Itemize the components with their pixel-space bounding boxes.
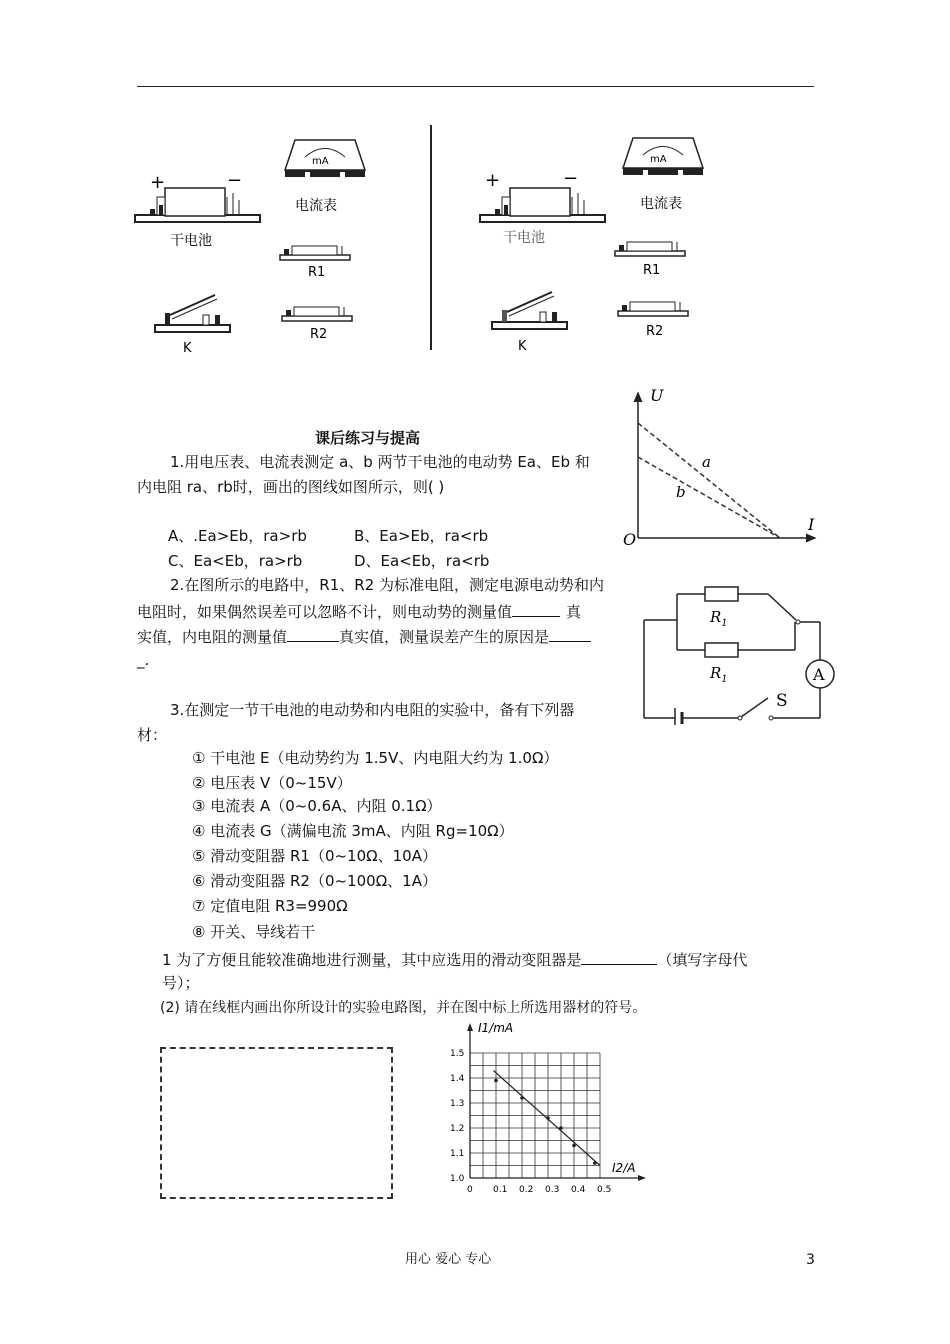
q3-sub1: 1 为了方便且能较准确地进行测量，其中应选用的滑动变阻器是 （填写字母代 xyxy=(162,948,747,970)
q3-item-6: ⑥ 滑动变阻器 R2（0~100Ω、1A） xyxy=(192,872,437,890)
switch-k-device xyxy=(155,295,230,332)
circuit-diagram-q2 xyxy=(640,580,840,725)
switch-top xyxy=(768,594,796,620)
x-tick-label: 0.3 xyxy=(545,1185,560,1195)
data-point xyxy=(546,1116,550,1120)
r1-label: R1 xyxy=(308,265,326,280)
x-tick-label: 0.4 xyxy=(571,1185,586,1195)
data-point xyxy=(494,1079,498,1083)
svg-text:A: A xyxy=(813,665,825,684)
q2-line1: 2.在图所示的电路中，R1、R2 为标准电阻，测定电源电动势和内 xyxy=(170,576,605,594)
q1-option-c: C、Ea<Eb，ra>rb xyxy=(168,552,303,570)
origin-label: O xyxy=(623,530,637,549)
section-title: 课后练习与提高 xyxy=(315,429,421,447)
y-tick-label: 1.0 xyxy=(450,1174,465,1184)
svg-text:mA: mA xyxy=(312,156,329,167)
q3-blank-rheostat[interactable] xyxy=(581,948,657,965)
x-axis-arrow xyxy=(638,1175,646,1181)
q3-item-1: ① 干电池 E（电动势约为 1.5V、内电阻大约为 1.0Ω） xyxy=(192,749,559,767)
ammeter-label: 电流表 xyxy=(295,198,337,214)
line-a-label: a xyxy=(702,453,711,471)
resistor-r2-device xyxy=(282,307,352,321)
resistor-r1-device-right xyxy=(615,242,685,256)
resistor-r1-device xyxy=(280,246,350,260)
y-tick-label: 1.5 xyxy=(450,1049,465,1059)
x-tick-label: 0.2 xyxy=(519,1185,534,1195)
resistor-r2-device-right xyxy=(618,302,688,316)
q3-item-7: ⑦ 定值电阻 R3=990Ω xyxy=(192,897,348,915)
q2-line3: 实值，内电阻的测量值 真实值，测量误差产生的原因是 xyxy=(137,625,591,647)
r2-label-right: R2 xyxy=(646,324,664,339)
x-tick-label: 0.5 xyxy=(597,1185,612,1195)
footer-text: 用心 爱心 专心 xyxy=(405,1252,492,1267)
minus-sign-right: − xyxy=(563,168,579,189)
switch-s xyxy=(741,698,768,717)
battery-label: 干电池 xyxy=(170,233,212,249)
q3-item-2: ② 电压表 V（0~15V） xyxy=(192,774,352,792)
q3-item-3: ③ 电流表 A（0~0.6A、内阻 0.1Ω） xyxy=(192,797,442,815)
page-number: 3 xyxy=(806,1252,815,1268)
r1-label-right: R1 xyxy=(643,263,661,278)
q3-item-4: ④ 电流表 G（满偏电流 3mA、内阻 Rg=10Ω） xyxy=(192,822,514,840)
resistor-r1-bottom xyxy=(705,643,738,657)
x-tick-label: 0.1 xyxy=(493,1185,508,1195)
u-axis-label: U xyxy=(650,386,664,405)
apparatus-figure xyxy=(130,120,730,360)
header-rule xyxy=(137,86,814,87)
ammeter-device xyxy=(285,140,365,177)
switch-k-label-right: K xyxy=(518,339,527,354)
y-axis-label: I1/mA xyxy=(478,1021,514,1035)
battery-device-right xyxy=(480,188,605,222)
battery-device xyxy=(135,188,260,222)
q3-item-8: ⑧ 开关、导线若干 xyxy=(192,923,316,941)
resistor-r1-top xyxy=(705,587,738,601)
switch-k-device-right xyxy=(492,292,567,329)
y-tick-label: 1.3 xyxy=(450,1099,465,1109)
q3-item-5: ⑤ 滑动变阻器 R1（0~10Ω、10A） xyxy=(192,847,437,865)
q2-blank-1[interactable] xyxy=(512,600,560,617)
data-point xyxy=(520,1096,524,1100)
q3-line1: 3.在测定一节干电池的电动势和内电阻的实验中，备有下列器 xyxy=(170,701,575,719)
circuit-answer-box[interactable] xyxy=(160,1047,393,1199)
line-b-label: b xyxy=(676,483,686,501)
q1-line1: 1.用电压表、电流表测定 a、b 两节干电池的电动势 Ea、Eb 和 xyxy=(170,453,590,471)
data-point xyxy=(572,1144,576,1148)
battery-label-right: 干电池 xyxy=(503,230,545,246)
q3-line2: 材： xyxy=(137,726,168,744)
line-a xyxy=(638,423,780,538)
x-axis-label: I2/A xyxy=(612,1161,636,1175)
q3-sub1-cont: 号）； xyxy=(162,974,200,992)
switch-s-label: S xyxy=(776,691,788,711)
y-axis-arrow xyxy=(467,1023,473,1031)
r1-top-label: $R_1$ xyxy=(710,608,728,629)
q2-line2: 电阻时，如果偶然误差可以忽略不计，则电动势的测量值 真 xyxy=(137,600,581,622)
q1-line2: 内电阻 ra、rb时，画出的图线如图所示，则( ) xyxy=(137,478,445,496)
ui-graph xyxy=(620,385,825,550)
plus-sign-right: + xyxy=(485,170,501,191)
y-tick-label: 1.1 xyxy=(450,1149,465,1159)
ammeter-label-right: 电流表 xyxy=(640,196,682,212)
plus-sign: + xyxy=(150,172,166,193)
x-tick-label: 0 xyxy=(467,1185,473,1195)
y-tick-label: 1.4 xyxy=(450,1074,465,1084)
q2-blank-3[interactable] xyxy=(549,625,591,642)
svg-text:mA: mA xyxy=(650,154,667,165)
data-point xyxy=(593,1161,597,1165)
i1-i2-chart xyxy=(445,1020,675,1210)
q1-option-d: D、Ea<Eb，ra<rb xyxy=(354,552,490,570)
ammeter-device-right xyxy=(623,138,703,175)
q2-line4: _. xyxy=(137,651,150,669)
y-tick-label: 1.2 xyxy=(450,1124,465,1134)
i-axis-label: I xyxy=(808,515,815,534)
data-point xyxy=(559,1126,563,1130)
q1-option-b: B、Ea>Eb，ra<rb xyxy=(354,527,489,545)
q3-sub2: (2) 请在线框内画出你所设计的实验电路图，并在图中标上所选用器材的符号。 xyxy=(160,1000,647,1016)
minus-sign: − xyxy=(227,170,243,191)
q2-blank-2[interactable] xyxy=(287,625,339,642)
switch-k-label: K xyxy=(183,341,192,356)
r2-label: R2 xyxy=(310,327,328,342)
q1-option-a: A、.Ea>Eb，ra>rb xyxy=(168,527,307,545)
r1-bottom-label: $R_1$ xyxy=(710,664,728,685)
